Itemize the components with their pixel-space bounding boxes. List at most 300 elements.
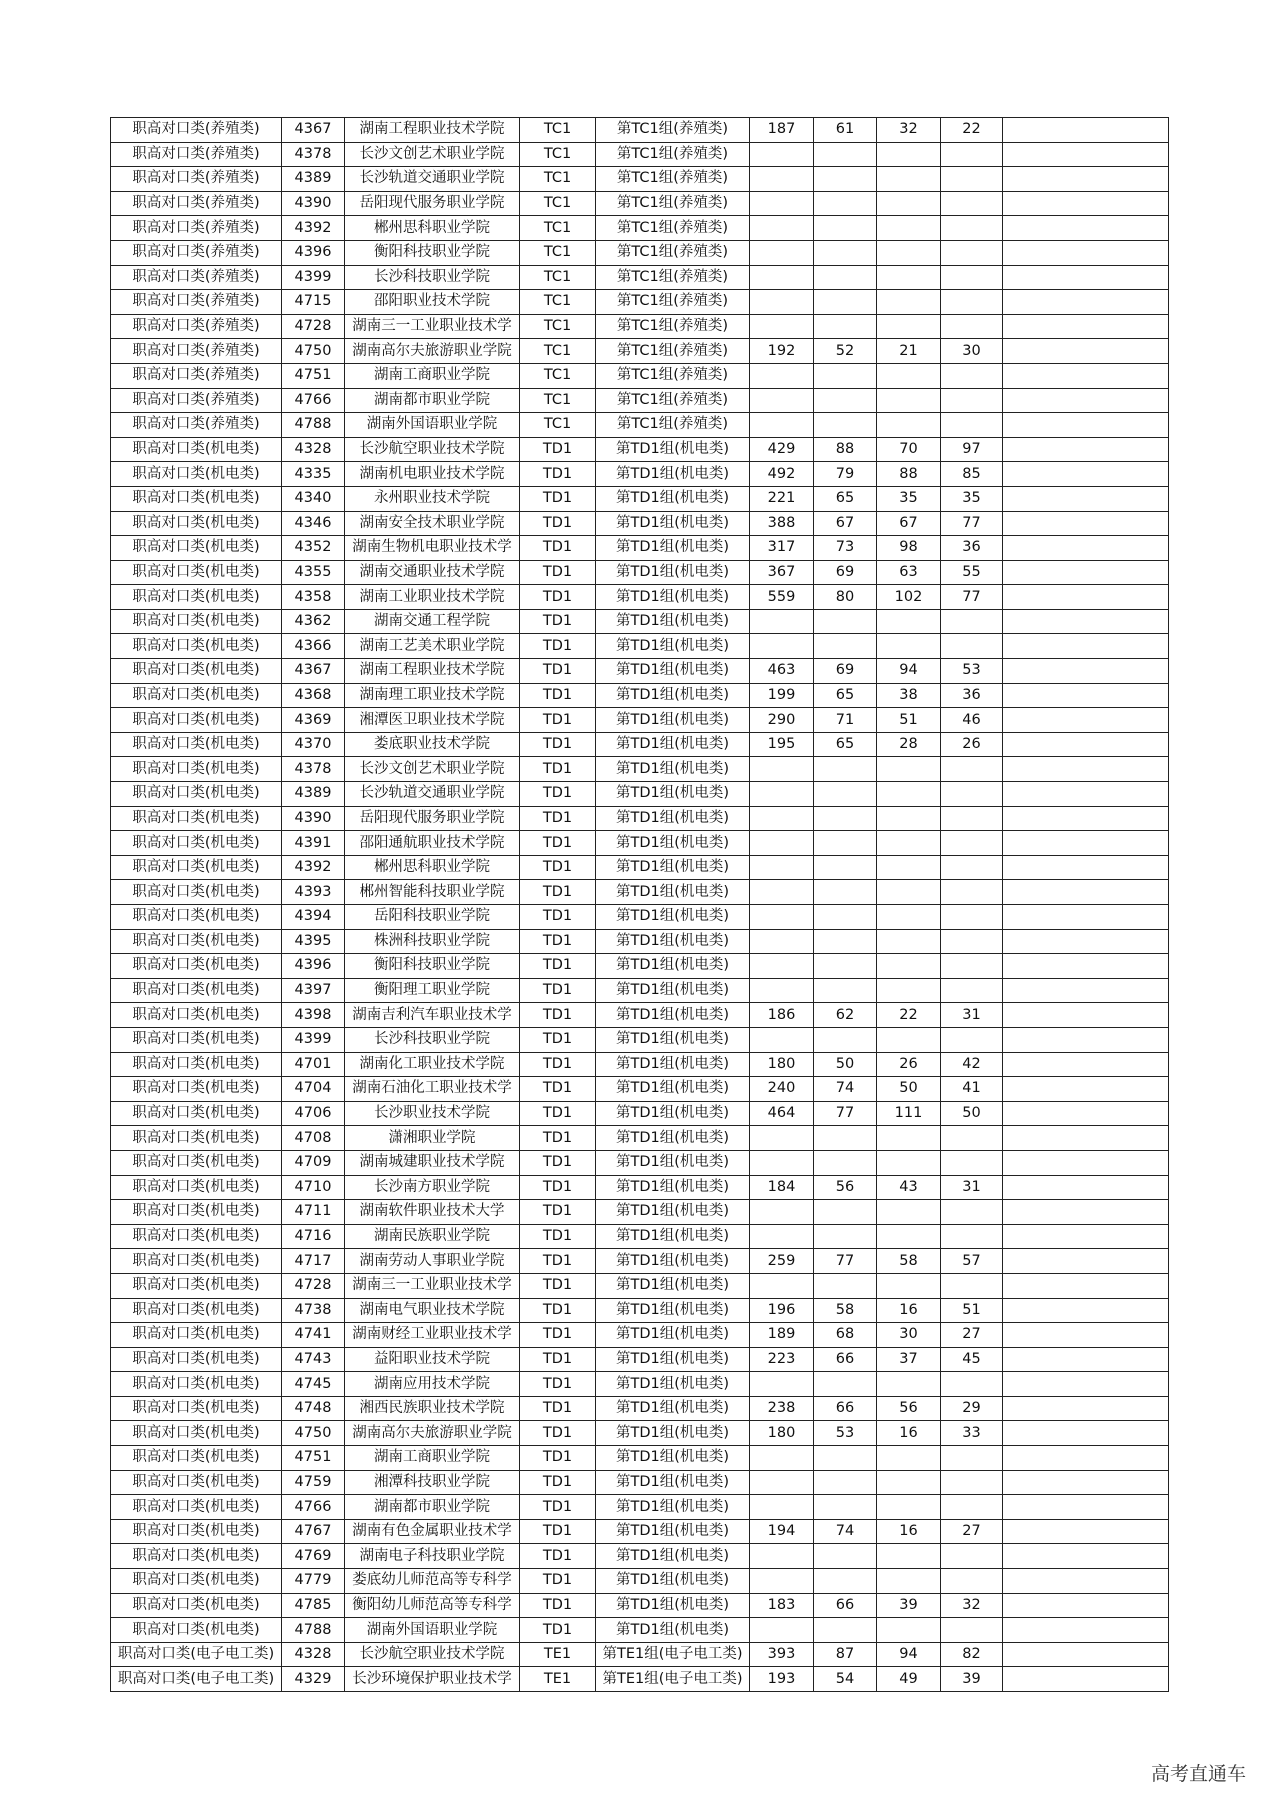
score-cell: [877, 905, 941, 930]
school-name-cell: 长沙文创艺术职业学院: [345, 142, 520, 167]
note-cell: [1003, 806, 1169, 831]
table-row: [111, 806, 1169, 831]
group-code-cell: TD1: [520, 880, 596, 905]
note-cell: [1003, 659, 1169, 684]
school-name-cell: 湖南都市职业学院: [345, 1495, 520, 1520]
score-cell: 189: [750, 1323, 814, 1348]
score-cell: 186: [750, 1003, 814, 1028]
category-cell: 职高对口类(机电类): [111, 486, 282, 511]
school-code-cell: 4396: [282, 240, 345, 265]
school-code-cell: 4711: [282, 1200, 345, 1225]
score-cell: [941, 1150, 1003, 1175]
table-row: [111, 708, 1169, 733]
group-name-cell: 第TC1组(养殖类): [596, 413, 750, 438]
note-cell: [1003, 1003, 1169, 1028]
score-cell: 77: [941, 585, 1003, 610]
score-cell: 58: [814, 1298, 877, 1323]
score-cell: [877, 216, 941, 241]
score-cell: 51: [941, 1298, 1003, 1323]
note-cell: [1003, 708, 1169, 733]
group-code-cell: TD1: [520, 1593, 596, 1618]
school-code-cell: 4397: [282, 978, 345, 1003]
school-code-cell: 4367: [282, 118, 345, 143]
score-cell: 193: [750, 1667, 814, 1692]
school-code-cell: 4750: [282, 339, 345, 364]
group-code-cell: TD1: [520, 659, 596, 684]
score-cell: [941, 954, 1003, 979]
score-cell: [750, 954, 814, 979]
table-row: [111, 831, 1169, 856]
school-name-cell: 湖南外国语职业学院: [345, 413, 520, 438]
table-row: [111, 1618, 1169, 1643]
score-cell: [814, 609, 877, 634]
score-cell: 53: [814, 1421, 877, 1446]
score-cell: [750, 265, 814, 290]
school-code-cell: 4716: [282, 1224, 345, 1249]
score-cell: [750, 880, 814, 905]
table-row: [111, 855, 1169, 880]
table-row: [111, 1569, 1169, 1594]
note-cell: [1003, 634, 1169, 659]
group-name-cell: 第TD1组(机电类): [596, 978, 750, 1003]
table-row: [111, 1470, 1169, 1495]
school-code-cell: 4717: [282, 1249, 345, 1274]
category-cell: 职高对口类(机电类): [111, 1003, 282, 1028]
note-cell: [1003, 1544, 1169, 1569]
group-code-cell: TD1: [520, 1569, 596, 1594]
score-cell: [877, 240, 941, 265]
score-cell: [814, 1470, 877, 1495]
score-cell: [750, 1618, 814, 1643]
score-cell: 46: [941, 708, 1003, 733]
group-name-cell: 第TC1组(养殖类): [596, 314, 750, 339]
school-code-cell: 4788: [282, 413, 345, 438]
group-code-cell: TD1: [520, 560, 596, 585]
group-name-cell: 第TD1组(机电类): [596, 855, 750, 880]
note-cell: [1003, 1446, 1169, 1471]
group-name-cell: 第TD1组(机电类): [596, 1569, 750, 1594]
group-name-cell: 第TD1组(机电类): [596, 1126, 750, 1151]
table-row: [111, 1126, 1169, 1151]
group-name-cell: 第TD1组(机电类): [596, 659, 750, 684]
school-code-cell: 4328: [282, 1642, 345, 1667]
score-cell: 82: [941, 1642, 1003, 1667]
school-code-cell: 4745: [282, 1372, 345, 1397]
group-code-cell: TC1: [520, 142, 596, 167]
note-cell: [1003, 462, 1169, 487]
category-cell: 职高对口类(机电类): [111, 855, 282, 880]
score-cell: 94: [877, 1642, 941, 1667]
school-code-cell: 4743: [282, 1347, 345, 1372]
group-code-cell: TD1: [520, 1618, 596, 1643]
score-cell: 393: [750, 1642, 814, 1667]
score-cell: [750, 1150, 814, 1175]
table-row: [111, 1495, 1169, 1520]
note-cell: [1003, 1077, 1169, 1102]
school-code-cell: 4390: [282, 806, 345, 831]
school-code-cell: 4378: [282, 757, 345, 782]
group-name-cell: 第TD1组(机电类): [596, 1495, 750, 1520]
group-name-cell: 第TD1组(机电类): [596, 929, 750, 954]
group-code-cell: TD1: [520, 1027, 596, 1052]
score-cell: [877, 634, 941, 659]
school-code-cell: 4709: [282, 1150, 345, 1175]
category-cell: 职高对口类(机电类): [111, 1446, 282, 1471]
note-cell: [1003, 732, 1169, 757]
score-cell: 559: [750, 585, 814, 610]
table-row: [111, 1347, 1169, 1372]
school-code-cell: 4391: [282, 831, 345, 856]
school-name-cell: 湖南安全技术职业学院: [345, 511, 520, 536]
score-cell: 67: [877, 511, 941, 536]
note-cell: [1003, 1569, 1169, 1594]
table-row: [111, 265, 1169, 290]
score-cell: [941, 634, 1003, 659]
table-body: [111, 118, 1169, 1692]
score-cell: 63: [877, 560, 941, 585]
note-cell: [1003, 339, 1169, 364]
score-cell: [941, 782, 1003, 807]
group-code-cell: TD1: [520, 978, 596, 1003]
group-code-cell: TD1: [520, 954, 596, 979]
score-cell: [814, 363, 877, 388]
table-row: [111, 314, 1169, 339]
note-cell: [1003, 905, 1169, 930]
score-cell: [941, 806, 1003, 831]
school-name-cell: 长沙航空职业技术学院: [345, 1642, 520, 1667]
score-cell: [814, 954, 877, 979]
note-cell: [1003, 585, 1169, 610]
group-code-cell: TC1: [520, 363, 596, 388]
school-name-cell: 岳阳现代服务职业学院: [345, 806, 520, 831]
score-cell: 240: [750, 1077, 814, 1102]
school-code-cell: 4748: [282, 1396, 345, 1421]
note-cell: [1003, 1495, 1169, 1520]
score-cell: 259: [750, 1249, 814, 1274]
school-code-cell: 4389: [282, 167, 345, 192]
score-cell: [750, 290, 814, 315]
score-cell: [877, 363, 941, 388]
score-cell: 30: [877, 1323, 941, 1348]
category-cell: 职高对口类(养殖类): [111, 265, 282, 290]
score-cell: [941, 905, 1003, 930]
school-name-cell: 湖南电子科技职业学院: [345, 1544, 520, 1569]
group-code-cell: TD1: [520, 1003, 596, 1028]
table-row: [111, 240, 1169, 265]
note-cell: [1003, 437, 1169, 462]
group-name-cell: 第TC1组(养殖类): [596, 363, 750, 388]
note-cell: [1003, 1298, 1169, 1323]
table-row: [111, 1101, 1169, 1126]
group-code-cell: TD1: [520, 1347, 596, 1372]
note-cell: [1003, 560, 1169, 585]
note-cell: [1003, 1519, 1169, 1544]
group-code-cell: TD1: [520, 1200, 596, 1225]
school-code-cell: 4766: [282, 1495, 345, 1520]
score-cell: 70: [877, 437, 941, 462]
score-cell: [814, 1372, 877, 1397]
table-row: [111, 388, 1169, 413]
score-cell: [941, 757, 1003, 782]
group-name-cell: 第TD1组(机电类): [596, 486, 750, 511]
group-code-cell: TD1: [520, 1298, 596, 1323]
score-cell: [750, 1569, 814, 1594]
score-cell: 77: [814, 1101, 877, 1126]
note-cell: [1003, 1642, 1169, 1667]
score-cell: 492: [750, 462, 814, 487]
score-cell: [941, 1446, 1003, 1471]
group-name-cell: 第TD1组(机电类): [596, 1101, 750, 1126]
school-name-cell: 湖南财经工业职业技术学: [345, 1323, 520, 1348]
school-code-cell: 4396: [282, 954, 345, 979]
score-cell: [814, 634, 877, 659]
note-cell: [1003, 1224, 1169, 1249]
score-cell: [877, 782, 941, 807]
score-cell: [814, 191, 877, 216]
note-cell: [1003, 978, 1169, 1003]
table-row: [111, 536, 1169, 561]
score-cell: [750, 1372, 814, 1397]
score-cell: [941, 265, 1003, 290]
score-cell: [750, 240, 814, 265]
score-cell: 111: [877, 1101, 941, 1126]
group-name-cell: 第TD1组(机电类): [596, 536, 750, 561]
school-code-cell: 4704: [282, 1077, 345, 1102]
score-cell: 85: [941, 462, 1003, 487]
table-row: [111, 216, 1169, 241]
score-cell: [814, 806, 877, 831]
note-cell: [1003, 880, 1169, 905]
table-row: [111, 1027, 1169, 1052]
table-row: [111, 1593, 1169, 1618]
school-name-cell: 衡阳幼儿师范高等专科学: [345, 1593, 520, 1618]
group-code-cell: TD1: [520, 683, 596, 708]
score-cell: 290: [750, 708, 814, 733]
score-cell: 36: [941, 536, 1003, 561]
group-code-cell: TC1: [520, 314, 596, 339]
score-cell: 429: [750, 437, 814, 462]
note-cell: [1003, 1126, 1169, 1151]
school-name-cell: 湖南三一工业职业技术学: [345, 314, 520, 339]
category-cell: 职高对口类(养殖类): [111, 142, 282, 167]
school-name-cell: 湖南三一工业职业技术学: [345, 1273, 520, 1298]
score-cell: 32: [941, 1593, 1003, 1618]
score-cell: 80: [814, 585, 877, 610]
school-name-cell: 永州职业技术学院: [345, 486, 520, 511]
score-cell: 79: [814, 462, 877, 487]
score-cell: [877, 1470, 941, 1495]
score-cell: [877, 1150, 941, 1175]
score-cell: [941, 1027, 1003, 1052]
group-name-cell: 第TD1组(机电类): [596, 1200, 750, 1225]
school-name-cell: 郴州思科职业学院: [345, 216, 520, 241]
score-cell: [941, 609, 1003, 634]
score-cell: 35: [877, 486, 941, 511]
category-cell: 职高对口类(机电类): [111, 732, 282, 757]
group-code-cell: TD1: [520, 732, 596, 757]
score-cell: [814, 388, 877, 413]
table-row: [111, 1003, 1169, 1028]
score-cell: [877, 609, 941, 634]
score-cell: [750, 831, 814, 856]
score-cell: 102: [877, 585, 941, 610]
school-code-cell: 4750: [282, 1421, 345, 1446]
category-cell: 职高对口类(养殖类): [111, 388, 282, 413]
score-cell: [877, 1495, 941, 1520]
school-name-cell: 湖南高尔夫旅游职业学院: [345, 339, 520, 364]
group-code-cell: TE1: [520, 1642, 596, 1667]
score-cell: [941, 1495, 1003, 1520]
group-code-cell: TC1: [520, 339, 596, 364]
group-code-cell: TC1: [520, 413, 596, 438]
table-row: [111, 634, 1169, 659]
score-cell: [814, 1200, 877, 1225]
group-name-cell: 第TD1组(机电类): [596, 1421, 750, 1446]
score-cell: [877, 1027, 941, 1052]
table-row: [111, 1175, 1169, 1200]
school-name-cell: 湖南有色金属职业技术学: [345, 1519, 520, 1544]
score-cell: 464: [750, 1101, 814, 1126]
group-name-cell: 第TD1组(机电类): [596, 1519, 750, 1544]
score-cell: 16: [877, 1421, 941, 1446]
category-cell: 职高对口类(机电类): [111, 905, 282, 930]
score-cell: 223: [750, 1347, 814, 1372]
score-cell: [750, 855, 814, 880]
note-cell: [1003, 1200, 1169, 1225]
school-code-cell: 4399: [282, 1027, 345, 1052]
group-code-cell: TD1: [520, 1101, 596, 1126]
group-code-cell: TD1: [520, 1150, 596, 1175]
school-code-cell: 4728: [282, 1273, 345, 1298]
table-row: [111, 929, 1169, 954]
school-name-cell: 湖南劳动人事职业学院: [345, 1249, 520, 1274]
group-code-cell: TD1: [520, 1470, 596, 1495]
group-name-cell: 第TD1组(机电类): [596, 1446, 750, 1471]
score-cell: [814, 1544, 877, 1569]
score-cell: 16: [877, 1298, 941, 1323]
score-cell: [814, 290, 877, 315]
school-code-cell: 4715: [282, 290, 345, 315]
category-cell: 职高对口类(机电类): [111, 1618, 282, 1643]
score-cell: 58: [877, 1249, 941, 1274]
group-code-cell: TD1: [520, 486, 596, 511]
school-code-cell: 4759: [282, 1470, 345, 1495]
school-name-cell: 湖南工商职业学院: [345, 363, 520, 388]
group-name-cell: 第TD1组(机电类): [596, 1470, 750, 1495]
score-cell: [750, 1200, 814, 1225]
score-cell: 77: [941, 511, 1003, 536]
category-cell: 职高对口类(机电类): [111, 462, 282, 487]
table-row: [111, 1077, 1169, 1102]
note-cell: [1003, 167, 1169, 192]
score-cell: 30: [941, 339, 1003, 364]
table-row: [111, 339, 1169, 364]
score-cell: [941, 978, 1003, 1003]
score-cell: [941, 240, 1003, 265]
table-row: [111, 659, 1169, 684]
category-cell: 职高对口类(机电类): [111, 511, 282, 536]
school-code-cell: 4393: [282, 880, 345, 905]
school-name-cell: 潇湘职业学院: [345, 1126, 520, 1151]
school-name-cell: 长沙科技职业学院: [345, 265, 520, 290]
group-code-cell: TD1: [520, 1372, 596, 1397]
school-name-cell: 湖南工程职业技术学院: [345, 659, 520, 684]
score-cell: 66: [814, 1347, 877, 1372]
score-cell: [814, 855, 877, 880]
table-row: [111, 167, 1169, 192]
group-name-cell: 第TD1组(机电类): [596, 1077, 750, 1102]
score-cell: [750, 314, 814, 339]
score-cell: 180: [750, 1052, 814, 1077]
table-row: [111, 954, 1169, 979]
school-name-cell: 湖南石油化工职业技术学: [345, 1077, 520, 1102]
category-cell: 职高对口类(机电类): [111, 1298, 282, 1323]
score-cell: 51: [877, 708, 941, 733]
table-row: [111, 290, 1169, 315]
score-cell: 21: [877, 339, 941, 364]
score-cell: [814, 240, 877, 265]
table-row: [111, 462, 1169, 487]
note-cell: [1003, 1618, 1169, 1643]
group-name-cell: 第TD1组(机电类): [596, 585, 750, 610]
note-cell: [1003, 1175, 1169, 1200]
note-cell: [1003, 1593, 1169, 1618]
score-cell: [750, 1273, 814, 1298]
score-cell: [750, 1126, 814, 1151]
group-code-cell: TD1: [520, 437, 596, 462]
score-cell: [814, 1446, 877, 1471]
score-cell: [814, 1495, 877, 1520]
group-code-cell: TD1: [520, 1446, 596, 1471]
group-name-cell: 第TD1组(机电类): [596, 1150, 750, 1175]
group-name-cell: 第TD1组(机电类): [596, 757, 750, 782]
school-name-cell: 长沙文创艺术职业学院: [345, 757, 520, 782]
category-cell: 职高对口类(机电类): [111, 1396, 282, 1421]
note-cell: [1003, 1273, 1169, 1298]
school-name-cell: 湖南交通职业技术学院: [345, 560, 520, 585]
score-cell: 61: [814, 118, 877, 143]
table-row: [111, 609, 1169, 634]
school-code-cell: 4706: [282, 1101, 345, 1126]
group-name-cell: 第TC1组(养殖类): [596, 191, 750, 216]
school-code-cell: 4751: [282, 363, 345, 388]
school-code-cell: 4395: [282, 929, 345, 954]
note-cell: [1003, 1052, 1169, 1077]
score-cell: [750, 1495, 814, 1520]
score-cell: [941, 216, 1003, 241]
group-code-cell: TD1: [520, 708, 596, 733]
table-row: [111, 905, 1169, 930]
score-cell: [750, 1446, 814, 1471]
school-name-cell: 长沙轨道交通职业学院: [345, 167, 520, 192]
note-cell: [1003, 757, 1169, 782]
school-name-cell: 湖南工商职业学院: [345, 1446, 520, 1471]
score-cell: 69: [814, 560, 877, 585]
score-cell: 221: [750, 486, 814, 511]
table-row: [111, 782, 1169, 807]
table-row: [111, 1150, 1169, 1175]
score-cell: [877, 880, 941, 905]
school-name-cell: 湖南外国语职业学院: [345, 1618, 520, 1643]
note-cell: [1003, 216, 1169, 241]
score-cell: [877, 413, 941, 438]
score-cell: [750, 1224, 814, 1249]
score-cell: 66: [814, 1396, 877, 1421]
score-cell: [877, 1126, 941, 1151]
group-name-cell: 第TD1组(机电类): [596, 1544, 750, 1569]
table-row: [111, 757, 1169, 782]
table-row: [111, 437, 1169, 462]
